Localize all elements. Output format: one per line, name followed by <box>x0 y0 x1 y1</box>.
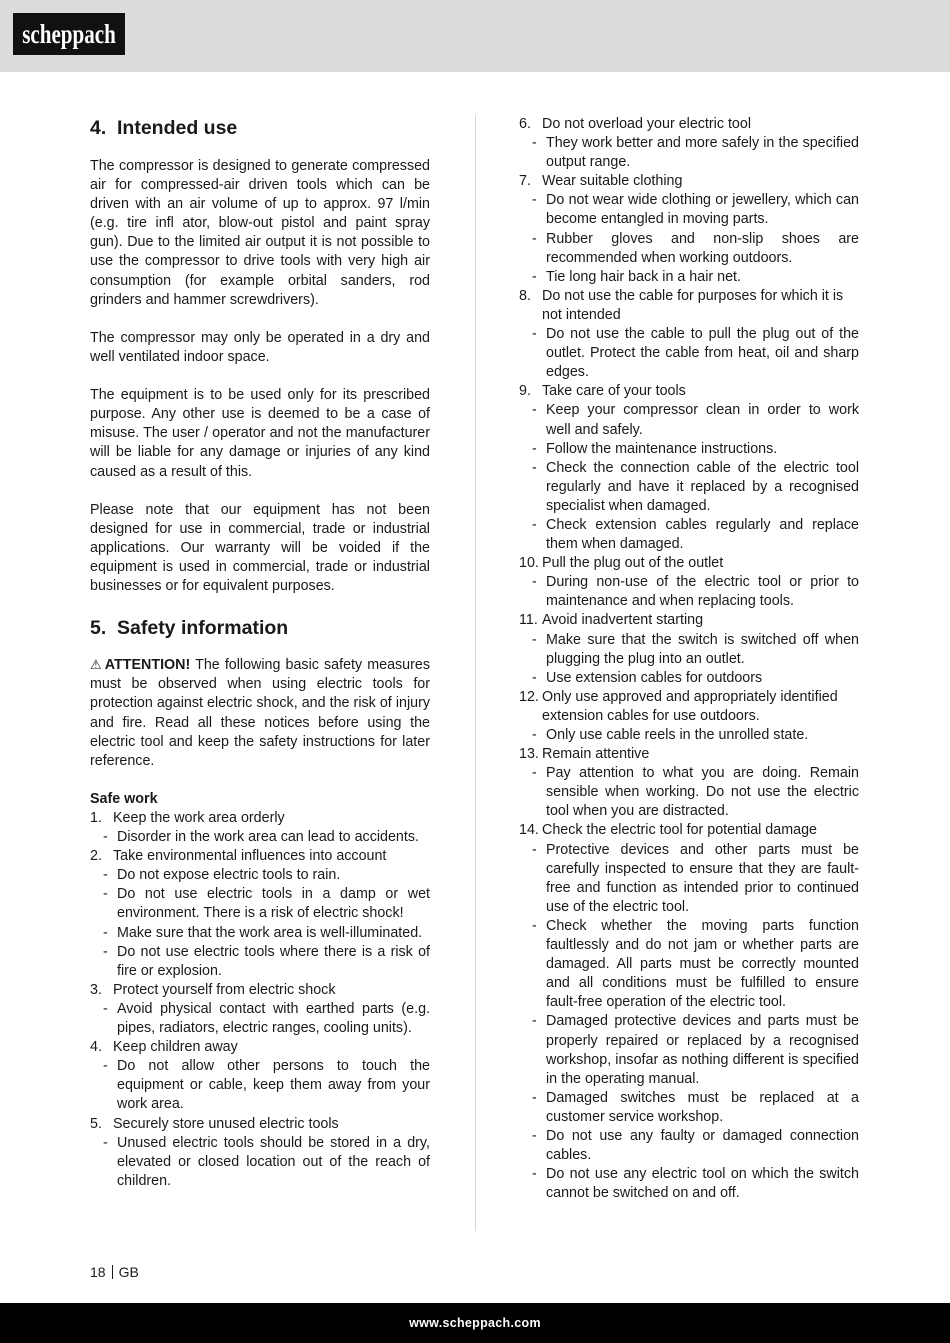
list-bullet: - Disorder in the work area can lead to accidents. <box>90 828 430 847</box>
list-bullet-text: Do not wear wide clothing or jewellery, which can become entangled in moving parts. <box>546 192 859 228</box>
list-bullet-text: Make sure that the switch is switched off when plugging the plug into an outlet. <box>546 631 859 667</box>
list-bullet-text: Use extension cables for outdoors <box>546 669 763 686</box>
list-bullet-text: Make sure that the work area is well-illuminated. <box>117 924 423 941</box>
list-bullet-text: Tie long hair back in a hair net. <box>546 268 741 285</box>
list-bullet-text: Do not use any electric tool on which the switch cannot be switched on and off. <box>546 1166 859 1202</box>
list-item-text: Only use approved and appropriately identified extension cables for use outdoors. <box>542 688 838 724</box>
list-item-number: 9. <box>519 383 531 400</box>
list-bullet-text: Do not use electric tools in a damp or wet environment. There is a risk of electric shock! <box>117 886 430 922</box>
list-item <box>90 809 430 828</box>
attention-paragraph: ⚠ ATTENTION! The following basic safety measures must be observed when using electric tools for protection against electric shock, and the risk of injury and fire. Read all these notices before using the electric tool and keep the safety instructions for later reference. <box>90 657 430 769</box>
list-bullet: - Do not use any electric tool on which the switch cannot be switched on and off. <box>519 1165 859 1203</box>
list-item <box>90 981 430 1000</box>
list-item-number: 14. <box>519 822 539 839</box>
list-bullet-text: Rubber gloves and non-slip shoes are recommended when working outdoors. <box>546 230 859 266</box>
list-bullet-text: During non-use of the electric tool or prior to maintenance and when replacing tools. <box>546 574 859 610</box>
list-bullet: - Check the connection cable of the electric tool regularly and have it replaced by a recognised specialist when damaged. <box>519 459 859 516</box>
list-item-text: Wear suitable clothing <box>542 173 683 190</box>
list-bullet-text: Do not expose electric tools to rain. <box>117 867 341 884</box>
list-item <box>519 821 859 840</box>
list-item-number: 5. <box>90 1115 102 1132</box>
safety-list-continued <box>519 115 859 1203</box>
list-item-number: 8. <box>519 287 531 304</box>
list-item <box>519 172 859 191</box>
list-item-number: 3. <box>90 981 102 998</box>
safe-work-subtitle: Safe work <box>90 790 158 807</box>
list-bullet-text: Do not use electric tools where there is a risk of fire or explosion. <box>117 943 430 979</box>
list-item-text: Securely store unused electric tools <box>113 1115 339 1132</box>
list-bullet: - Do not use electric tools where there is a risk of fire or explosion. <box>90 943 430 981</box>
list-bullet-text: Check whether the moving parts function faultlessly and do not jam or whether parts are damaged. All parts must be correctly mounted and all conditions must be fulfilled to ensure fault-free operation of the electric tool. <box>546 917 859 1011</box>
list-item <box>90 1115 430 1134</box>
list-bullet: - They work better and more safely in the specified output range. <box>519 134 859 172</box>
list-bullet: - Unused electric tools should be stored in a dry, elevated or closed location out of the reach of children. <box>90 1134 430 1191</box>
list-item <box>519 382 859 401</box>
section-heading-safety-information: 5. Safety information <box>90 617 289 640</box>
list-bullet-text: Damaged protective devices and parts must be properly repaired or replaced by a recognised workshop, insofar as nothing different is specified in the operating manual. <box>546 1013 859 1087</box>
list-bullet-text: Check extension cables regularly and replace them when damaged. <box>546 516 859 553</box>
list-item-text: Take environmental influences into account <box>113 848 387 865</box>
list-item-number: 7. <box>519 173 531 190</box>
list-item-number: 1. <box>90 810 102 826</box>
page-separator <box>112 1265 113 1279</box>
list-bullet: - Tie long hair back in a hair net. <box>519 268 859 287</box>
list-bullet: - Do not wear wide clothing or jewellery, which can become entangled in moving parts. <box>519 191 859 229</box>
list-bullet: - Make sure that the switch is switched off when plugging the plug into an outlet. <box>519 631 859 669</box>
list-bullet: - Check whether the moving parts function faultlessly and do not jam or whether parts are damaged. All parts must be correctly mounted and all conditions must be fulfilled to ensure fault-free operation of the electric tool. <box>519 917 859 1012</box>
paragraph: The compressor is designed to generate compressed air for compressed-air driven tools which can be driven with an air volume of up to approx. 97 l/min (e.g. tire infl ator, blow-out pistol and paint spray gun). Due to the limited air output it is not possible to use the compressor to drive tools with very high air consumption (for example orbital sanders, rod grinders and hammer screwdrivers). <box>90 158 430 308</box>
list-bullet-text: Unused electric tools should be stored in a dry, elevated or closed location out of the reach of children. <box>117 1134 430 1189</box>
paragraph: The equipment is to be used only for its prescribed purpose. Any other use is deemed to be a case of misuse. The user / operator and not the manufacturer will be liable for any damage or injuries of any kind caused as a result of this. <box>90 387 430 480</box>
list-bullet-text: They work better and more safely in the specified output range. <box>546 135 859 171</box>
list-item-text: Do not overload your electric tool <box>542 116 752 132</box>
list-bullet-text: Disorder in the work area can lead to accidents. <box>117 829 419 846</box>
list-bullet: - Pay attention to what you are doing. Remain sensible when working. Do not use the electric tool when you are distracted. <box>519 764 859 821</box>
list-bullet: - Use extension cables for outdoors <box>519 669 859 688</box>
list-bullet-text: Damaged switches must be replaced at a customer service workshop. <box>546 1089 859 1125</box>
list-item-text: Take care of your tools <box>542 383 686 400</box>
list-bullet: - Damaged protective devices and parts must be properly repaired or replaced by a recognised workshop, insofar as nothing different is specified in the operating manual. <box>519 1012 859 1088</box>
list-item-text: Avoid inadvertent starting <box>542 612 704 629</box>
list-bullet-text: Protective devices and other parts must be carefully inspected to ensure that they are fault-free and function as intended prior to continued use of the electric tool. <box>546 841 859 915</box>
warning-triangle-icon: ⚠ <box>90 657 103 673</box>
list-bullet-text: Do not use any faulty or damaged connection cables. <box>546 1127 859 1164</box>
list-item <box>519 554 859 573</box>
column-divider <box>475 115 476 1231</box>
list-bullet: - Make sure that the work area is well-illuminated. <box>90 924 430 943</box>
list-bullet-text: Check the connection cable of the electric tool regularly and have it replaced by a recognised specialist when damaged. <box>546 459 859 514</box>
list-bullet-text: Only use cable reels in the unrolled state. <box>546 727 809 743</box>
list-item-text: Check the electric tool for potential damage <box>542 822 817 839</box>
list-bullet: - During non-use of the electric tool or prior to maintenance and when replacing tools. <box>519 573 859 611</box>
list-item-number: 2. <box>90 848 102 865</box>
list-bullet: - Only use cable reels in the unrolled state. <box>519 726 859 745</box>
list-item-number: 13. <box>519 746 539 763</box>
list-bullet: - Check extension cables regularly and replace them when damaged. <box>519 516 859 554</box>
list-bullet: - Follow the maintenance instructions. <box>519 440 859 459</box>
list-item-text: Remain attentive <box>542 746 650 763</box>
footer-band <box>0 1303 950 1343</box>
list-bullet-text: Do not allow other persons to touch the equipment or cable, keep them away from your work area. <box>117 1058 430 1113</box>
list-bullet-text: Follow the maintenance instructions. <box>546 440 778 457</box>
list-bullet: - Do not expose electric tools to rain. <box>90 866 430 885</box>
list-bullet: - Do not allow other persons to touch the equipment or cable, keep them away from your work area. <box>90 1057 430 1114</box>
list-item <box>90 847 430 866</box>
list-bullet-text: Keep your compressor clean in order to work well and safely. <box>546 402 859 438</box>
list-item <box>519 287 859 325</box>
brand-logo: scheppach <box>13 13 125 55</box>
list-item <box>90 1038 430 1057</box>
attention-label: ATTENTION! <box>104 657 191 674</box>
list-item <box>519 745 859 764</box>
list-bullet: - Do not use any faulty or damaged connection cables. <box>519 1127 859 1165</box>
list-item-number: 10. <box>519 555 539 572</box>
left-column <box>90 115 430 1191</box>
list-item-number: 6. <box>519 116 531 132</box>
right-column <box>519 115 859 1203</box>
list-item <box>519 688 859 726</box>
list-item-text: Pull the plug out of the outlet <box>542 555 724 572</box>
list-item <box>519 611 859 630</box>
list-bullet-text: Pay attention to what you are doing. Remain sensible when working. Do not use the electric tool when you are distracted. <box>546 765 859 820</box>
paragraph: Please note that our equipment has not been designed for use in commercial, trade or industrial applications. Our warranty will be voided if the equipment is used in commercial, trade or industrial businesses or for equivalent purposes. <box>90 501 430 595</box>
header-band <box>0 0 950 72</box>
list-bullet: - Protective devices and other parts must be carefully inspected to ensure that they are fault-free and function as intended prior to continued use of the electric tool. <box>519 841 859 917</box>
list-bullet-text: Do not use the cable to pull the plug out of the outlet. Protect the cable from heat, oil and sharp edges. <box>546 326 859 381</box>
website-url: www.scheppach.com <box>409 1316 541 1330</box>
list-bullet-text: Avoid physical contact with earthed parts (e.g. pipes, radiators, electric ranges, cooling units). <box>117 1000 430 1037</box>
paragraph: The compressor may only be operated in a dry and well ventilated indoor space. <box>90 329 430 365</box>
list-item-number: 12. <box>519 688 539 705</box>
list-item <box>519 115 859 134</box>
safe-work-list <box>90 809 430 1191</box>
section-heading-intended-use: 4. Intended use <box>90 117 238 139</box>
list-bullet: - Keep your compressor clean in order to work well and safely. <box>519 401 859 439</box>
list-bullet: - Rubber gloves and non-slip shoes are recommended when working outdoors. <box>519 230 859 268</box>
list-bullet: - Damaged switches must be replaced at a customer service workshop. <box>519 1089 859 1127</box>
list-item-text: Keep the work area orderly <box>113 810 285 826</box>
list-item-text: Protect yourself from electric shock <box>113 981 336 998</box>
page-number: 18 GB <box>90 1264 139 1280</box>
list-bullet: - Do not use the cable to pull the plug out of the outlet. Protect the cable from heat, oil and sharp edges. <box>519 325 859 382</box>
list-item-number: 11. <box>519 612 538 629</box>
list-bullet: - Do not use electric tools in a damp or wet environment. There is a risk of electric shock! <box>90 885 430 923</box>
list-item-number: 4. <box>90 1039 102 1056</box>
list-item-text: Do not use the cable for purposes for which it is not intended <box>542 287 844 323</box>
list-bullet: - Avoid physical contact with earthed parts (e.g. pipes, radiators, electric ranges, cooling units). <box>90 1000 430 1038</box>
list-item-text: Keep children away <box>113 1039 238 1056</box>
